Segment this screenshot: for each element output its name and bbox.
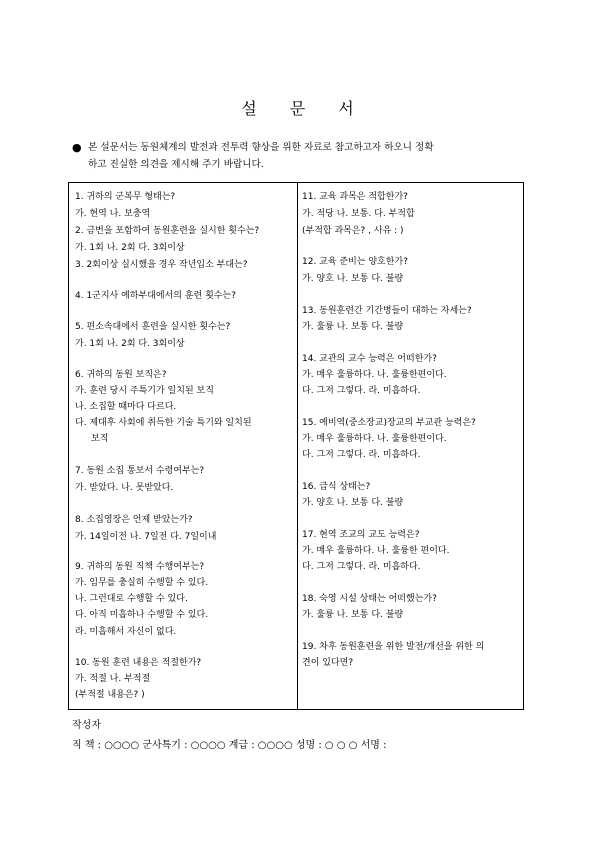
question-19-cont: 견이 있다면? xyxy=(302,658,354,668)
bullet-icon: ● xyxy=(72,141,82,154)
intro-line-2: 하고 진실한 의견을 제시해 주기 바랍니다. xyxy=(88,159,264,170)
question-6-option-a: 가. 훈련 당시 주특기가 일치된 보직 xyxy=(75,386,214,396)
question-15-options-2: 다. 그저 그렇다. 라. 미흡하다. xyxy=(302,450,421,460)
question-8: 8. 소집영장은 언제 받았는가? xyxy=(75,515,193,525)
question-14: 14. 교관의 교수 능력은 어떠한가? xyxy=(302,354,437,364)
question-8-options: 가. 14일이전 나. 7일전 다. 7일이내 xyxy=(75,532,217,542)
question-5: 5. 편소속대에서 훈련을 실시한 횟수는? xyxy=(75,322,231,332)
question-7: 7. 동원 소집 통보서 수령여부는? xyxy=(75,466,205,476)
question-11: 11. 교육 과목은 적합한가? xyxy=(302,192,408,202)
question-6-option-c-cont: 보직 xyxy=(91,434,109,444)
question-12-options: 가. 양호 나. 보통 다. 불량 xyxy=(302,274,404,284)
intro-paragraph xyxy=(72,139,532,173)
question-19: 19. 차후 동원훈련을 위한 발전/개선을 위한 의 xyxy=(302,642,485,652)
question-5-options: 가. 1회 나. 2회 다. 3회이상 xyxy=(75,339,185,349)
question-2-options: 가. 1회 나. 2회 다. 3회이상 xyxy=(75,243,185,253)
question-1-options: 가. 현역 나. 보충역 xyxy=(75,209,151,219)
question-11-options: 가. 적당 나. 보통. 다. 부적합 xyxy=(302,209,415,219)
question-6-option-b: 나. 소집할 때마다 다르다. xyxy=(75,402,177,412)
question-14-options-1: 가. 매우 훌륭하다. 나. 훌륭한편이다. xyxy=(302,370,447,380)
question-9-option-d: 라. 미흡해서 자신이 없다. xyxy=(75,627,177,637)
writer-label: 작성자 xyxy=(72,720,101,731)
question-9-option-b: 나. 그런대로 수행할 수 있다. xyxy=(75,594,188,604)
question-13-options: 가. 훌륭 나. 보통 다. 불량 xyxy=(302,322,404,332)
question-9: 9. 귀하의 동원 직책 수행여부는? xyxy=(75,562,205,572)
page-title: 설 문 서 xyxy=(241,99,368,118)
question-2: 2. 금번을 포함하여 동원훈련을 실시한 횟수는? xyxy=(75,226,260,236)
question-11-note: (부적합 과목은? , 사유 : ) xyxy=(302,226,404,236)
column-divider xyxy=(297,182,298,710)
question-12: 12. 교육 준비는 양호한가? xyxy=(302,257,408,267)
question-15: 15. 예비역(중소장교)장교의 부교관 능력은? xyxy=(302,418,476,428)
question-17-options-1: 가. 매우 훌륭하다. 나. 훌륭한 편이다. xyxy=(302,546,450,556)
question-15-options-1: 가. 매우 훌륭하다. 나. 훌륭한편이다. xyxy=(302,434,447,444)
question-9-option-a: 가. 임무를 충실히 수행할 수 있다. xyxy=(75,578,209,588)
question-13: 13. 동원훈련간 기간병들이 대하는 자세는? xyxy=(302,306,472,316)
question-17: 17. 현역 조교의 교도 능력은? xyxy=(302,530,420,540)
question-16: 16. 급식 상태는? xyxy=(302,482,371,492)
question-1: 1. 귀하의 군복무 형태는? xyxy=(75,192,176,202)
question-14-options-2: 다. 그저 그렇다. 라. 미흡하다. xyxy=(302,386,421,396)
question-4: 4. 1군지사 예하부대에서의 훈련 횟수는? xyxy=(75,291,236,301)
writer-fields: 직 책 : ○○○○ 군사특기 : ○○○○ 계급 : ○○○○ 성명 : ○ ○ ○ 서명 : xyxy=(72,740,387,751)
question-3: 3. 2회이상 실시했을 경우 작년입소 부대는? xyxy=(75,260,248,270)
question-16-options: 가. 양호 나. 보통 다. 불량 xyxy=(302,498,404,508)
question-6: 6. 귀하의 동원 보직은? xyxy=(75,370,167,380)
question-10: 10. 동원 훈련 내용은 적절한가? xyxy=(75,658,202,668)
question-18: 18. 숙영 시설 상태는 어떠했는가? xyxy=(302,594,437,604)
question-10-note: (부적절 내용은? ) xyxy=(75,690,145,700)
question-18-options: 가. 훌륭 나. 보통 다. 불량 xyxy=(302,610,404,620)
question-17-options-2: 다. 그저 그렇다. 라. 미흡하다. xyxy=(302,562,421,572)
intro-line-1: 본 설문서는 동원체계의 발전과 전투력 향상을 위한 자료로 참고하고자 하오니 정확 xyxy=(88,142,434,153)
question-9-option-c: 다. 아직 미흡하나 수행할 수 있다. xyxy=(75,610,209,620)
question-10-options: 가. 적절 나. 부적절 xyxy=(75,674,151,684)
question-6-option-c: 다. 제대후 사회에 취득한 기술 특기와 일치된 xyxy=(75,418,252,428)
question-7-options: 가. 받았다. 나. 못받았다. xyxy=(75,483,174,493)
